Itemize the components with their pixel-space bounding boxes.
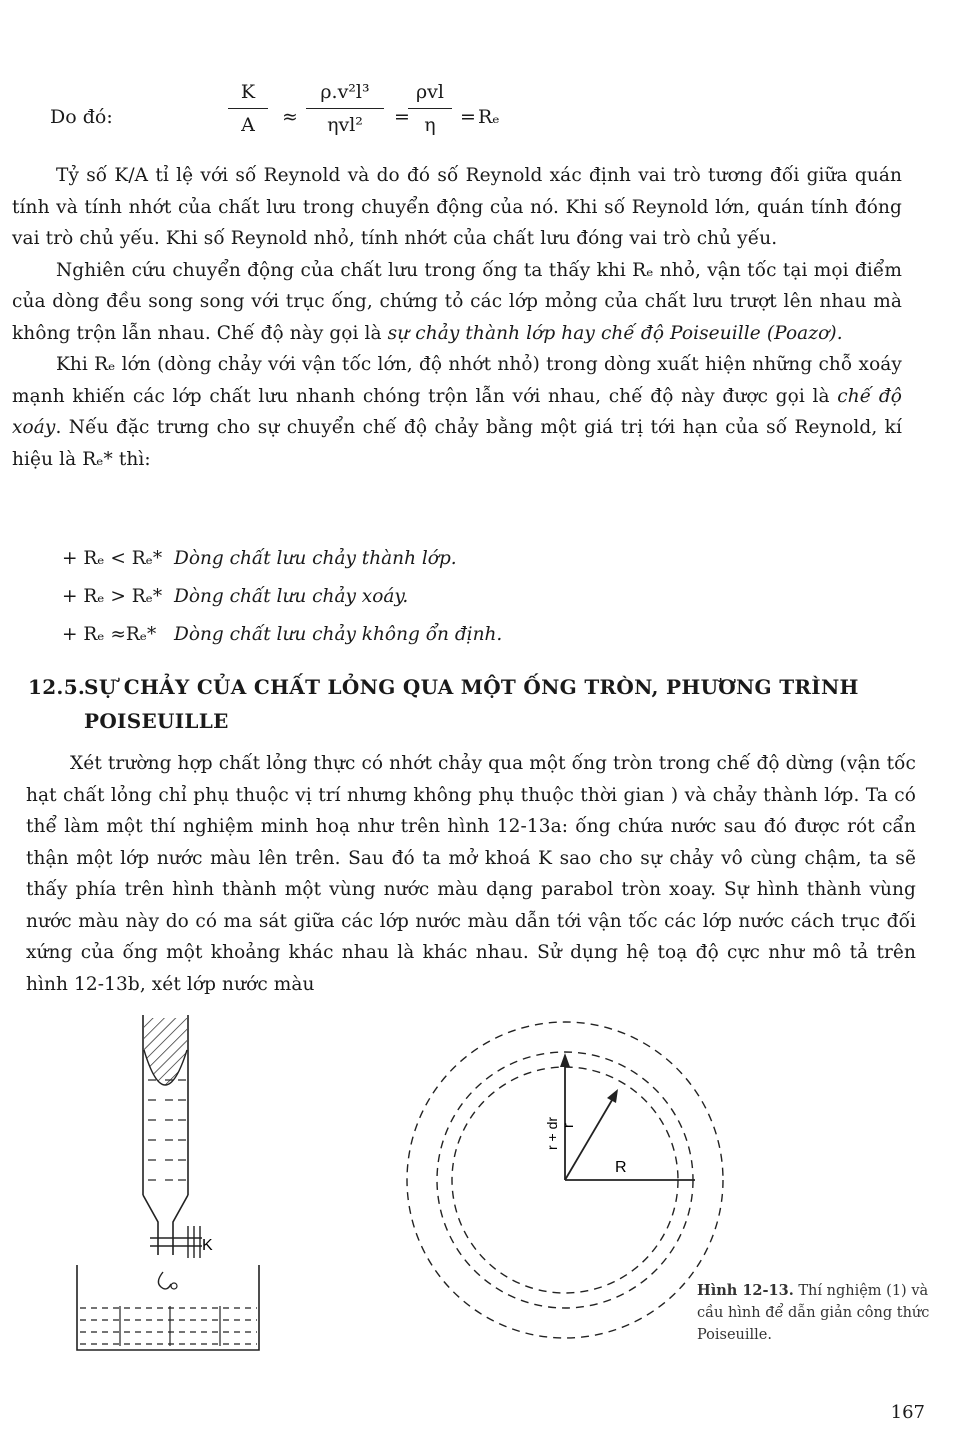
radius-r-arrow (565, 1095, 615, 1180)
paragraph-reynolds-role: Tỷ số K/A tỉ lệ với số Reynold và do đó số Reynold xác định vai trò tương đối giữa quán tính và tính nhớt của chất lưu trong chuyển động của nó. Khi số Reynold lớn, quán tính đóng vai trò chủ yếu. Khi số Reynold nhỏ, tính nhớt của chất lưu đóng vai trò chủ yếu. (12, 165, 902, 249)
equals-sign-2: = (460, 106, 476, 128)
term-turbulent: chế độ xoáy (12, 385, 902, 438)
frac1-numerator: K (240, 81, 256, 103)
frac2-numerator: ρ.v²l³ (320, 81, 370, 103)
equals-sign-1: = (394, 106, 410, 128)
fraction-rho-v-l (408, 78, 452, 139)
caption-label: Hình 12-13. (697, 1282, 794, 1299)
section-paragraph: Xét trường hợp chất lỏng thực có nhớt chảy qua một ống tròn trong chế độ dừng (vận tốc hạt chất lỏng chỉ phụ thuộc vị trí nhưng không phụ thuộc thời gian ) và chảy thành lớp. Ta có thể làm một thí nghiệm minh hoạ như trên hình 12-13a: ống chứa nước sau đó được rót cẩn thận một lớp nước màu lên trên. Sau đó ta mở khoá K sao cho sự chảy vô cùng chậm, ta sẽ thấy phía trên hình thành một vùng nước màu dạng parabol tròn xoay. Sự hình thành vùng nước màu này do có ma sát giữa các lớp nước màu dẫn tới vận tốc các lớp nước cách trục đối xứng của ống một khoảng khác nhau là khác nhau. Sử dụng hệ toạ độ cực như mô tả trên hình 12-13b, xét lớp nước màu (26, 753, 916, 995)
fraction-k-over-a (228, 78, 268, 139)
fraction-rho-v2l3 (306, 78, 384, 139)
label-r: r (560, 1123, 577, 1128)
section-title-line2: POISEUILLE (84, 709, 229, 733)
section-title-line1: SỰ CHẢY CỦA CHẤT LỎNG QUA MỘT ỐNG TRÒN, PHƯƠNG TRÌNH (84, 675, 859, 699)
condition-item: + Rₑ < Rₑ* Dòng chất lưu chảy thành lớp. (62, 548, 457, 569)
page-number: 167 (890, 1402, 925, 1423)
formula-lead: Do đó: (50, 106, 113, 128)
label-R: R (615, 1159, 627, 1176)
condition-item: + Rₑ > Rₑ* Dòng chất lưu chảy xoáy. (62, 586, 409, 607)
frac3-numerator: ρvl (416, 81, 444, 103)
condition-item: + Rₑ ≈Rₑ* Dòng chất lưu chảy không ổn định. (62, 624, 503, 645)
valve-label: K (202, 1237, 213, 1254)
approx-sign: ≈ (282, 106, 298, 128)
formula-result: Rₑ (478, 106, 500, 128)
figure-caption (697, 1280, 933, 1346)
frac2-denominator: ηvl² (327, 114, 363, 136)
tube-experiment-figure (70, 1010, 270, 1360)
frac3-denominator: η (424, 114, 436, 136)
label-r-plus-dr: r + dr (544, 1116, 560, 1150)
frac1-denominator: A (241, 114, 255, 136)
term-laminar: sự chảy thành lớp hay chế độ Poiseuille (Poazơ). (387, 322, 843, 344)
polar-coordinate-figure (395, 1005, 725, 1350)
paragraph-turbulent: Khi Rₑ lớn (dòng chảy với vận tốc lớn, độ nhớt nhỏ) trong dòng xuất hiện những chỗ xoáy mạnh khiến các lớp chất lưu nhanh chóng trộn lẫn với nhau, chế độ này được gọi là chế độ xoáy. Nếu đặc trưng cho sự chuyển chế độ chảy bằng một giá trị tới hạn của số Reynold, kí hiệu là Rₑ* thì: (12, 354, 902, 470)
reynolds-conditions (62, 540, 502, 654)
reynolds-formula (50, 78, 550, 158)
intro-paragraphs (12, 160, 902, 475)
section-heading (28, 670, 918, 738)
section-number: 12.5. (28, 675, 86, 699)
caption-text: Thí nghiệm (1) và cầu hình để dẫn giản công thức Poiseuille. (697, 1283, 930, 1343)
paragraph-laminar: Nghiên cứu chuyển động của chất lưu trong ống ta thấy khi Rₑ nhỏ, vận tốc tại mọi điểm của dòng đều song song với trục ống, chứng tỏ các lớp mỏng của chất lưu trượt lên nhau mà không trộn lẫn nhau. Chế độ này gọi là sự chảy thành lớp hay chế độ Poiseuille (Poazơ). (12, 259, 902, 344)
